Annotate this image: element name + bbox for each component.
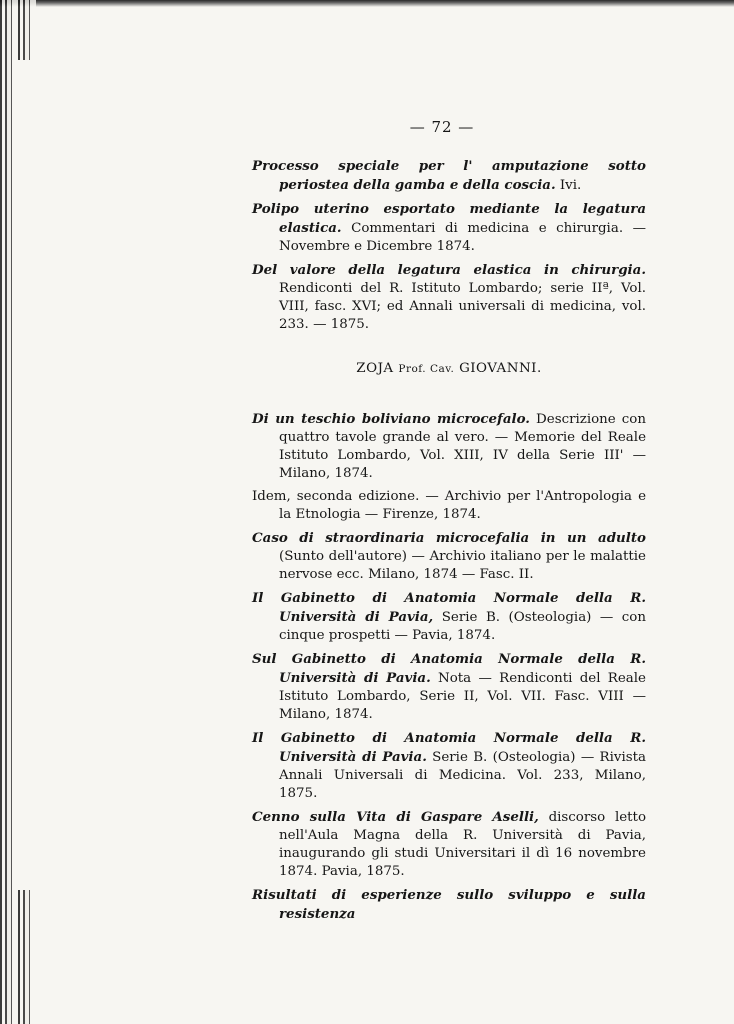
entry-title: Di un teschio boliviano microcefalo. — [252, 411, 530, 427]
entry-title: Processo speciale per l' amputazione sotto periostea della gamba e della coscia. — [252, 158, 646, 193]
bibliography-entry — [252, 488, 646, 524]
bibliography-entry — [252, 589, 646, 645]
entry-title: Il Gabinetto di Anatomia Normale della R. Università di Pavia. — [252, 730, 646, 765]
entry-details: (Sunto dell'autore) — Archivio italiano per le malattie nervose ecc. Milano, 1874 — Fasc. II. — [279, 549, 646, 582]
bibliography-text — [252, 157, 646, 922]
bibliography-entry — [252, 261, 646, 334]
bibliography-entry — [252, 200, 646, 256]
entry-title: Risultati di esperienze sullo sviluppo e sulla resistenza — [252, 887, 646, 922]
bibliography-entry — [252, 410, 646, 483]
entry-details: Ivi. — [555, 178, 582, 193]
entry-details: Serie B. (Osteologia) — Rivista Annali Universali di Medicina. Vol. 233, Milano, 1875. — [279, 750, 646, 801]
entry-details: Rendiconti del R. Istituto Lombardo; serie IIª, Vol. VIII, fasc. XVI; ed Annali universali di medicina, vol. 233. — 1875. — [279, 281, 646, 332]
bibliography-entry — [252, 650, 646, 724]
entry-title: Caso di straordinaria microcefalia in un adulto — [252, 530, 646, 546]
entry-details: Serie B. (Osteologia) — con cinque prospetti — Pavia, 1874. — [279, 610, 646, 643]
entry-title: Cenno sulla Vita di Gaspare Aselli, — [252, 809, 539, 825]
binding-edge-gap — [18, 60, 38, 890]
entry-details: Commentari di medicina e chirurgia. — Novembre e Dicembre 1874. — [279, 221, 646, 254]
bibliography-entry — [252, 729, 646, 803]
entry-title: Sul Gabinetto di Anatomia Normale della R. Università di Pavia. — [252, 651, 646, 686]
entry-details: discorso letto nell'Aula Magna della R. Università di Pavia, inaugurando gli studi Universitari il dì 16 novembre 1874. Pavia, 1875. — [279, 810, 646, 879]
entry-details: Idem, seconda edizione. — Archivio per l'Antropologia e la Etnologia — Firenze, 1874. — [252, 489, 646, 522]
entry-details: Descrizione con quattro tavole grande al vero. — Memorie del Reale Istituto Lombardo, Vol. XIII, IV della Serie III' — Milano, 1874. — [279, 412, 646, 481]
bibliography-entry — [252, 157, 646, 195]
author-surname: ZOJA — [356, 361, 394, 376]
entry-title: Del valore della legatura elastica in chirurgia. — [252, 262, 646, 278]
bibliography-entry — [252, 808, 646, 881]
author-given-name: GIOVANNI. — [459, 361, 542, 376]
author-title: Prof. Cav. — [398, 363, 455, 375]
entry-title: Polipo uterino esportato mediante la legatura elastica. — [252, 201, 646, 236]
entry-title: Il Gabinetto di Anatomia Normale della R. Università di Pavia, — [252, 590, 646, 625]
bibliography-entry — [252, 886, 646, 922]
entry-details: Nota — Rendiconti del Reale Istituto Lombardo, Serie II, Vol. VII. Fasc. VIII — Milano, 1874. — [279, 671, 646, 722]
author-heading — [252, 360, 646, 378]
bibliography-entry — [252, 529, 646, 584]
page-number: — 72 — — [409, 118, 475, 136]
page-top-edge — [0, 0, 734, 7]
